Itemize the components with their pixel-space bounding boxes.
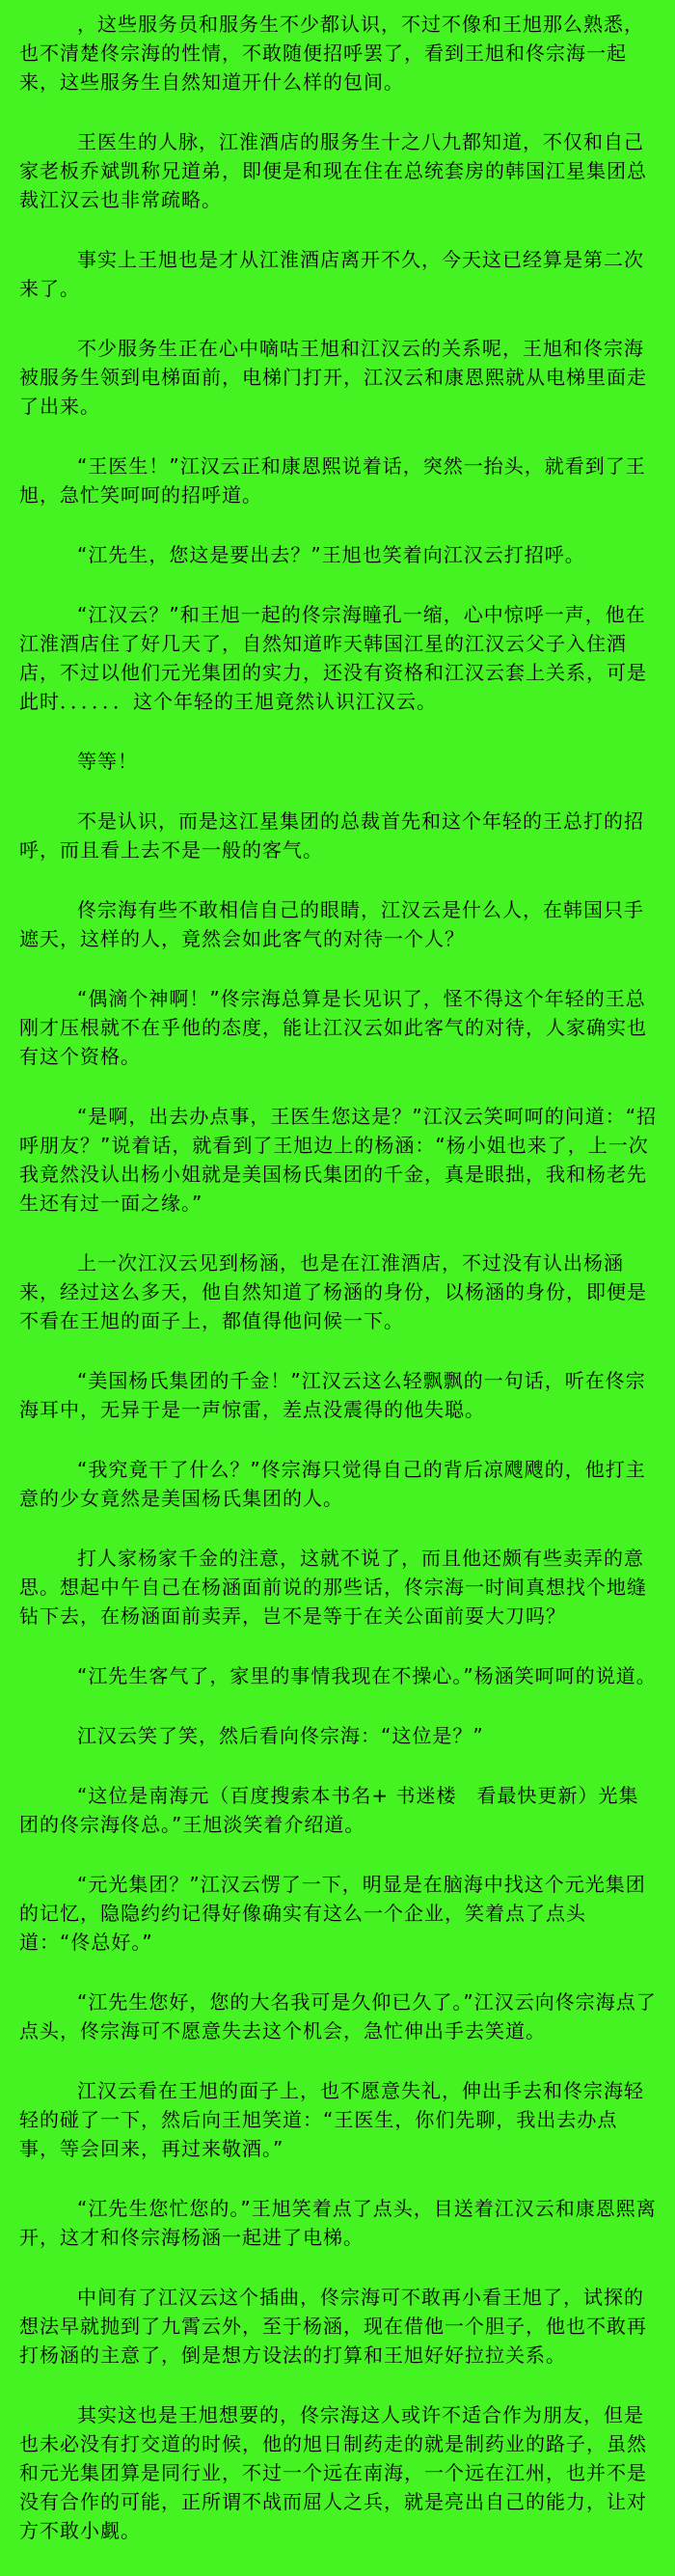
- novel-paragraph: ，这些服务员和服务生不少都认识，不过不像和王旭那么熟悉，也不清楚佟宗海的性情，不敢随便招呼罢了，看到王旭和佟宗海一起来，这些服务生自然知道开什么样的包间。: [19, 13, 644, 94]
- novel-paragraph: 中间有了江汉云这个插曲，佟宗海可不敢再小看王旭了，试探的想法早就抛到了九霄云外，至于杨涵，现在借他一个胆子，他也不敢再打杨涵的主意了，倒是想方设法的打算和王旭好好拉拉关系。: [19, 2286, 647, 2367]
- novel-paragraph: 其实这也是王旭想要的，佟宗海这人或许不适合作为朋友，但是也未必没有打交道的时候，他的旭日制药走的就是制药业的路子，虽然和元光集团算是同行业，不过一个远在南海，一个远在江州，也并不是没有合作的可能，正所谓不战而屈人之兵，就是亮出自己的能力，让对方不敢小觑。: [19, 2403, 647, 2542]
- novel-paragraph: 江汉云看在王旭的面子上，也不愿意失礼，伸出手去和佟宗海轻轻的碰了一下，然后向王旭笑道：“王医生，你们先聊，我出去办点事，等会回来，再过来敬酒。”: [19, 2079, 644, 2160]
- novel-paragraph: “江汉云？”和王旭一起的佟宗海瞳孔一缩，心中惊呼一声，他在江淮酒店住了好几天了，自然知道昨天韩国江星的江汉云父子入住酒店，不过以他们元光集团的实力，还没有资格和江汉云套上关系，可是此时．．．．．．这个年轻的王旭竟然认识江汉云。: [19, 603, 647, 713]
- novel-paragraph: “元光集团？”江汉云愣了一下，明显是在脑海中找这个元光集团的记忆，隐隐约约记得好像确实有这么一个企业，笑着点了点头道：“佟总好。”: [19, 1873, 646, 1954]
- novel-paragraph: 等等！: [77, 750, 138, 773]
- novel-paragraph: 王医生的人脉，江淮酒店的服务生十之八九都知道，不仅和自己家老板乔斌凯称兄道弟，即便是和现在住在总统套房的韩国江星集团总裁江汉云也非常疏略。: [19, 130, 647, 211]
- novel-paragraph: 打人家杨家千金的注意，这就不说了，而且他还颇有些卖弄的意思。想起中午自己在杨涵面前说的那些话，佟宗海一时间真想找个地缝钻下去，在杨涵面前卖弄，岂不是等于在关公面前耍大刀吗？: [19, 1547, 647, 1628]
- novel-body: [19, 10, 658, 2545]
- novel-paragraph: “偶滴个神啊！”佟宗海总算是长见识了，怪不得这个年轻的王总刚才压根就不在乎他的态度，能让江汉云如此客气的对待，人家确实也有这个资格。: [19, 987, 647, 1068]
- novel-paragraph: “我究竟干了什么？”佟宗海只觉得自己的背后凉飕飕的，他打主意的少女竟然是美国杨氏集团的人。: [19, 1458, 646, 1510]
- novel-paragraph: 江汉云笑了笑，然后看向佟宗海：“这位是？”: [77, 1724, 484, 1747]
- novel-paragraph: 不少服务生正在心中嘀咕王旭和江汉云的关系呢，王旭和佟宗海被服务生领到电梯面前，电梯门打开，江汉云和康恩熙就从电梯里面走了出来。: [19, 337, 647, 418]
- novel-paragraph: “江先生您忙您的。”王旭笑着点了点头，目送着江汉云和康恩熙离开，这才和佟宗海杨涵一起进了电梯。: [19, 2197, 657, 2249]
- novel-paragraph: 不是认识，而是这江星集团的总裁首先和这个年轻的王总打的招呼，而且看上去不是一般的客气。: [19, 809, 644, 862]
- novel-paragraph: 事实上王旭也是才从江淮酒店离开不久，今天这已经算是第二次来了。: [19, 248, 644, 300]
- novel-paragraph: “美国杨氏集团的千金！”江汉云这么轻飘飘的一句话，听在佟宗海耳中，无异于是一声惊雷，差点没震得的他失聪。: [19, 1369, 646, 1421]
- novel-paragraph: 上一次江汉云见到杨涵，也是在江淮酒店，不过没有认出杨涵来，经过这么多天，他自然知道了杨涵的身份，以杨涵的身份，即便是不看在王旭的面子上，都值得他问候一下。: [19, 1251, 647, 1332]
- novel-paragraph: “这位是南海元（百度搜索本书名+ 书迷楼 看最快更新）光集团的佟宗海佟总。”王旭淡笑着介绍道。: [19, 1784, 639, 1836]
- novel-paragraph: 佟宗海有些不敢相信自己的眼睛，江汉云是什么人，在韩国只手遮天，这样的人，竟然会如此客气的对待一个人？: [19, 898, 644, 950]
- novel-paragraph: “江先生您好，您的大名我可是久仰已久了。”江汉云向佟宗海点了点头，佟宗海可不愿意失去这个机会，急忙伸出手去笑道。: [19, 1990, 657, 2042]
- novel-paragraph: “是啊，出去办点事，王医生您这是？”江汉云笑呵呵的问道：“招呼朋友？”说着话，就看到了王旭边上的杨涵：“杨小姐也来了，上一次我竟然没认出杨小姐就是美国杨氏集团的千金，真是眼拙，我和杨老先生还有过一面之缘。”: [19, 1105, 658, 1215]
- novel-paragraph: “江先生客气了，家里的事情我现在不操心。”杨涵笑呵呵的说道。: [77, 1664, 657, 1687]
- novel-paragraph: “江先生，您这是要出去？”王旭也笑着向江汉云打招呼。: [77, 543, 585, 566]
- novel-paragraph: “王医生！”江汉云正和康恩熙说着话，突然一抬头，就看到了王旭，急忙笑呵呵的招呼道。: [19, 454, 646, 507]
